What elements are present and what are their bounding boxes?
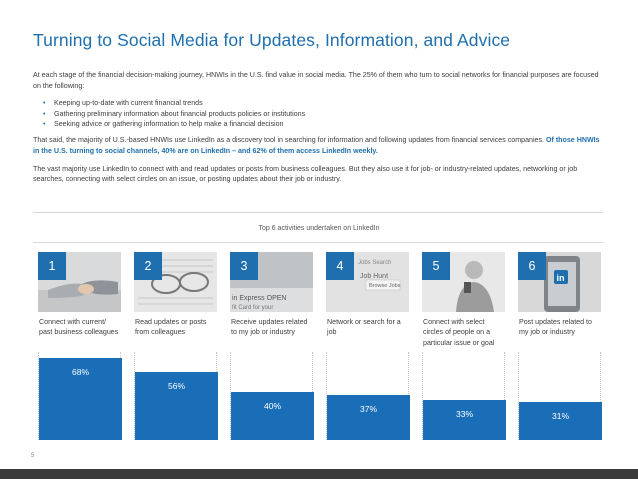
panel-title: Top 6 activities undertaken on LinkedIn bbox=[258, 225, 380, 232]
bar-value: 56% bbox=[167, 381, 185, 391]
activity-column-5 bbox=[422, 252, 505, 440]
activity-column-4 bbox=[326, 252, 409, 440]
bar-track bbox=[230, 352, 313, 440]
photo-text: Job Hunt bbox=[360, 273, 389, 280]
activity-number: 6 bbox=[518, 252, 546, 280]
linkedin-paragraph: That said, the majority of U.S.-based HNWIs use LinkedIn as a discovery tool in searching for information and following updates from financial services companies. Of those HNWIs in the U.S. turning to social channels, 40% are on LinkedIn – and 62% of them access LinkedIn weekly. bbox=[33, 136, 600, 155]
bar-track bbox=[518, 352, 601, 440]
activity-label: Post updates related to my job or industry bbox=[519, 318, 592, 337]
bar-track bbox=[134, 352, 217, 440]
bar bbox=[519, 402, 602, 440]
activity-number: 4 bbox=[326, 252, 354, 280]
bar bbox=[135, 372, 218, 440]
bullet-dot-icon: • bbox=[43, 120, 46, 128]
activity-column-1 bbox=[38, 252, 121, 440]
bar-value: 37% bbox=[359, 404, 377, 414]
bar bbox=[39, 358, 122, 440]
activity-label: Read updates or posts from colleagues bbox=[135, 318, 207, 337]
activity-number: 3 bbox=[230, 252, 258, 280]
bar bbox=[327, 395, 410, 440]
divider-top bbox=[33, 212, 603, 213]
linkedin-logo-icon: in bbox=[556, 273, 565, 283]
photo-text: fit Card for your bbox=[232, 305, 274, 311]
photo-text: in Express OPEN bbox=[232, 295, 287, 302]
photo-text: Browse Jobs bbox=[369, 283, 401, 289]
bar-value: 68% bbox=[71, 367, 89, 377]
bullet-list bbox=[33, 98, 603, 129]
activity-column-2 bbox=[134, 252, 217, 440]
bar-value: 33% bbox=[455, 409, 473, 419]
body-text bbox=[33, 70, 603, 192]
bar-track bbox=[38, 352, 121, 440]
bar bbox=[423, 400, 506, 440]
activity-number: 1 bbox=[38, 252, 66, 280]
activity-label: Connect with current/ past business colleagues bbox=[39, 318, 119, 337]
bullet-item: • Keeping up-to-date with current financial trends bbox=[43, 99, 203, 108]
page-number: 5 bbox=[31, 453, 35, 459]
activity-label: Receive updates related to my job or industry bbox=[231, 318, 308, 337]
highlight-text: Of those HNWIs in the U.S. turning to social channels, 40% are on LinkedIn – and 62% of them access LinkedIn weekly. bbox=[33, 136, 600, 155]
activity-label: Network or search for a job bbox=[327, 318, 401, 337]
bullet-item: • Gathering preliminary information about financial products policies or institutions bbox=[43, 109, 306, 118]
usage-paragraph: The vast majority use LinkedIn to connect with and read updates or posts from business colleagues. But they also use it for job- or industry-related updates, networking or job searches, connecting with select circles on an issue, or posting updates about their job or industry. bbox=[33, 164, 578, 184]
bar-value: 40% bbox=[263, 401, 281, 411]
intro-paragraph: At each stage of the financial decision-making journey, HNWIs in the U.S. find value in social media. The 25% of them who turn to social networks for financial purposes are focused on the following: bbox=[33, 71, 599, 90]
activity-label: Connect with select circles of people on a particular issue or goal bbox=[423, 318, 495, 347]
bullet-dot-icon: • bbox=[43, 109, 46, 118]
bullet-item: • Seeking advice or gathering information to help make a financial decision bbox=[43, 120, 284, 128]
activity-number: 5 bbox=[422, 252, 450, 280]
bar-value: 31% bbox=[551, 411, 569, 421]
bar-track bbox=[326, 352, 409, 440]
footer-bar bbox=[0, 469, 638, 479]
photo-text: Jobs Search bbox=[358, 260, 392, 266]
page-title: Turning to Social Media for Updates, Information, and Advice bbox=[33, 30, 511, 50]
bullet-dot-icon: • bbox=[43, 99, 46, 108]
bar bbox=[231, 392, 314, 440]
divider-panel bbox=[33, 242, 603, 243]
activity-number: 2 bbox=[134, 252, 162, 280]
bar-track bbox=[422, 352, 505, 440]
activity-column-3 bbox=[230, 252, 313, 440]
activity-column-6 bbox=[518, 252, 601, 440]
